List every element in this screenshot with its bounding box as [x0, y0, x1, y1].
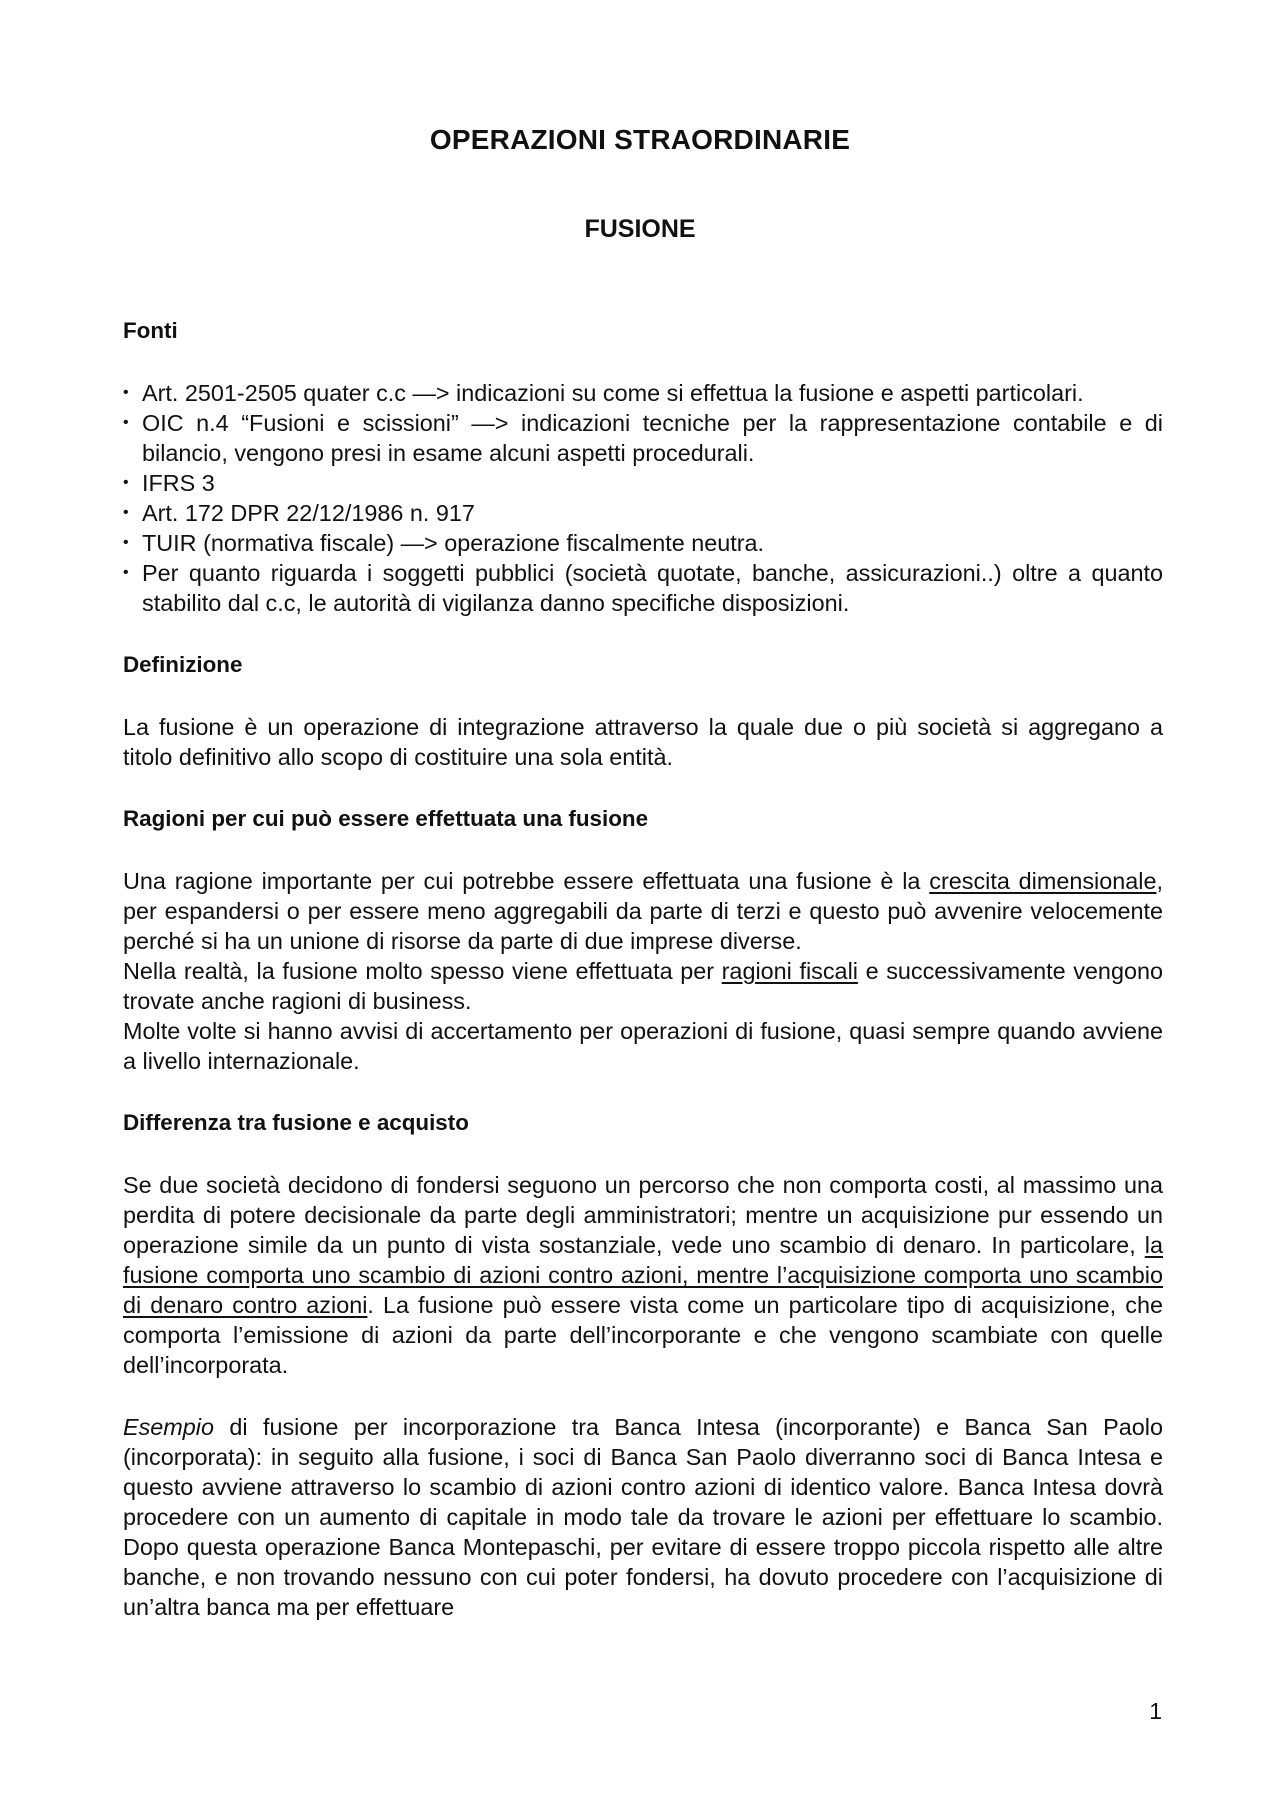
text-run: Una ragione importante per cui potrebbe essere effettuata una fusione è la — [123, 868, 930, 894]
fonti-list-item: • Art. 172 DPR 22/12/1986 n. 917 — [123, 498, 1163, 528]
heading-definizione: Definizione — [123, 652, 243, 677]
fonti-list — [123, 378, 1163, 618]
heading-ragioni: Ragioni per cui può essere effettuata una fusione — [123, 806, 649, 831]
fonti-list-item: • Art. 2501-2505 quater c.c —> indicazioni su come si effettua la fusione e aspetti particolari. — [123, 378, 1163, 408]
text-run: Se due società decidono di fondersi seguono un percorso che non comporta costi, al massimo una perdita di potere decisionale da parte degli amministratori; mentre un acquisizione pur essendo un operazione simile da un punto di vista sostanziale, vede uno scambio di denaro. In particolare, — [123, 1172, 1163, 1258]
fonti-list-item: • OIC n.4 “Fusioni e scissioni” —> indicazioni tecniche per la rappresentazione contabile e di bilancio, vengono presi in esame alcuni aspetti procedurali. — [123, 408, 1163, 468]
fonti-list-item: • IFRS 3 — [123, 468, 1163, 498]
document-title: OPERAZIONI STRAORDINARIE — [429, 124, 851, 155]
text-run: Nella realtà, la fusione molto spesso viene effettuata per — [123, 958, 722, 984]
section-title-fusione: FUSIONE — [584, 215, 696, 243]
underlined-text: ragioni fiscali — [721, 958, 858, 984]
esempio-paragraph — [123, 1412, 1163, 1622]
text-run: , per espandersi o per essere meno aggregabili da parte di terzi e questo può avvenire velocemente perché si ha un unione di risorse da parte di due imprese diverse. — [123, 868, 1163, 954]
underlined-text: la fusione comporta uno scambio di azioni contro azioni, mentre l’acquisizione comporta uno scambio di denaro contro azioni — [123, 1232, 1163, 1318]
ragioni-paragraph-2 — [123, 956, 1163, 1016]
text-run: di fusione per incorporazione tra Banca Intesa (incorporante) e Banca San Paolo (incorporata): in seguito alla fusione, i soci di Banca San Paolo diverranno soci di Banca Intesa e questo avviene attraverso lo scambio di azioni contro azioni di identico valore. Banca Intesa dovrà procedere con un aumento di capitale in modo tale da trovare le azioni per effettuare lo scambio. Dopo questa operazione Banca Montepaschi, per evitare di essere troppo piccola rispetto alle altre banche, e non trovando nessuno con cui poter fondersi, ha dovuto procedere con l’acquisizione di un’altra banca ma per effettuare — [123, 1414, 1163, 1620]
fonti-list-item: • TUIR (normativa fiscale) —> operazione fiscalmente neutra. — [123, 528, 1163, 558]
fonti-list-item: • Per quanto riguarda i soggetti pubblici (società quotate, banche, assicurazioni..) oltre a quanto stabilito dal c.c, le autorità di vigilanza danno specifiche disposizioni. — [123, 558, 1163, 618]
italic-label: Esempio — [123, 1414, 215, 1440]
document-body — [123, 316, 1163, 1622]
heading-fonti: Fonti — [123, 318, 178, 343]
differenza-paragraph — [123, 1170, 1163, 1380]
heading-differenza: Differenza tra fusione e acquisto — [123, 1110, 469, 1135]
page-number: 1 — [1149, 1698, 1162, 1724]
text-run: e successivamente vengono trovate anche ragioni di business. — [123, 958, 1163, 1014]
ragioni-paragraph-1 — [123, 866, 1163, 956]
text-run: . La fusione può essere vista come un particolare tipo di acquisizione, che comporta l’emissione di azioni da parte dell’incorporante e che vengono scambiate con quelle dell’incorporata. — [123, 1292, 1163, 1378]
definizione-paragraph: La fusione è un operazione di integrazione attraverso la quale due o più società si aggregano a titolo definitivo allo scopo di costituire una sola entità. — [123, 714, 1163, 770]
underlined-text: crescita dimensionale — [929, 868, 1157, 894]
ragioni-paragraph-3: Molte volte si hanno avvisi di accertamento per operazioni di fusione, quasi sempre quando avviene a livello internazionale. — [123, 1018, 1163, 1074]
